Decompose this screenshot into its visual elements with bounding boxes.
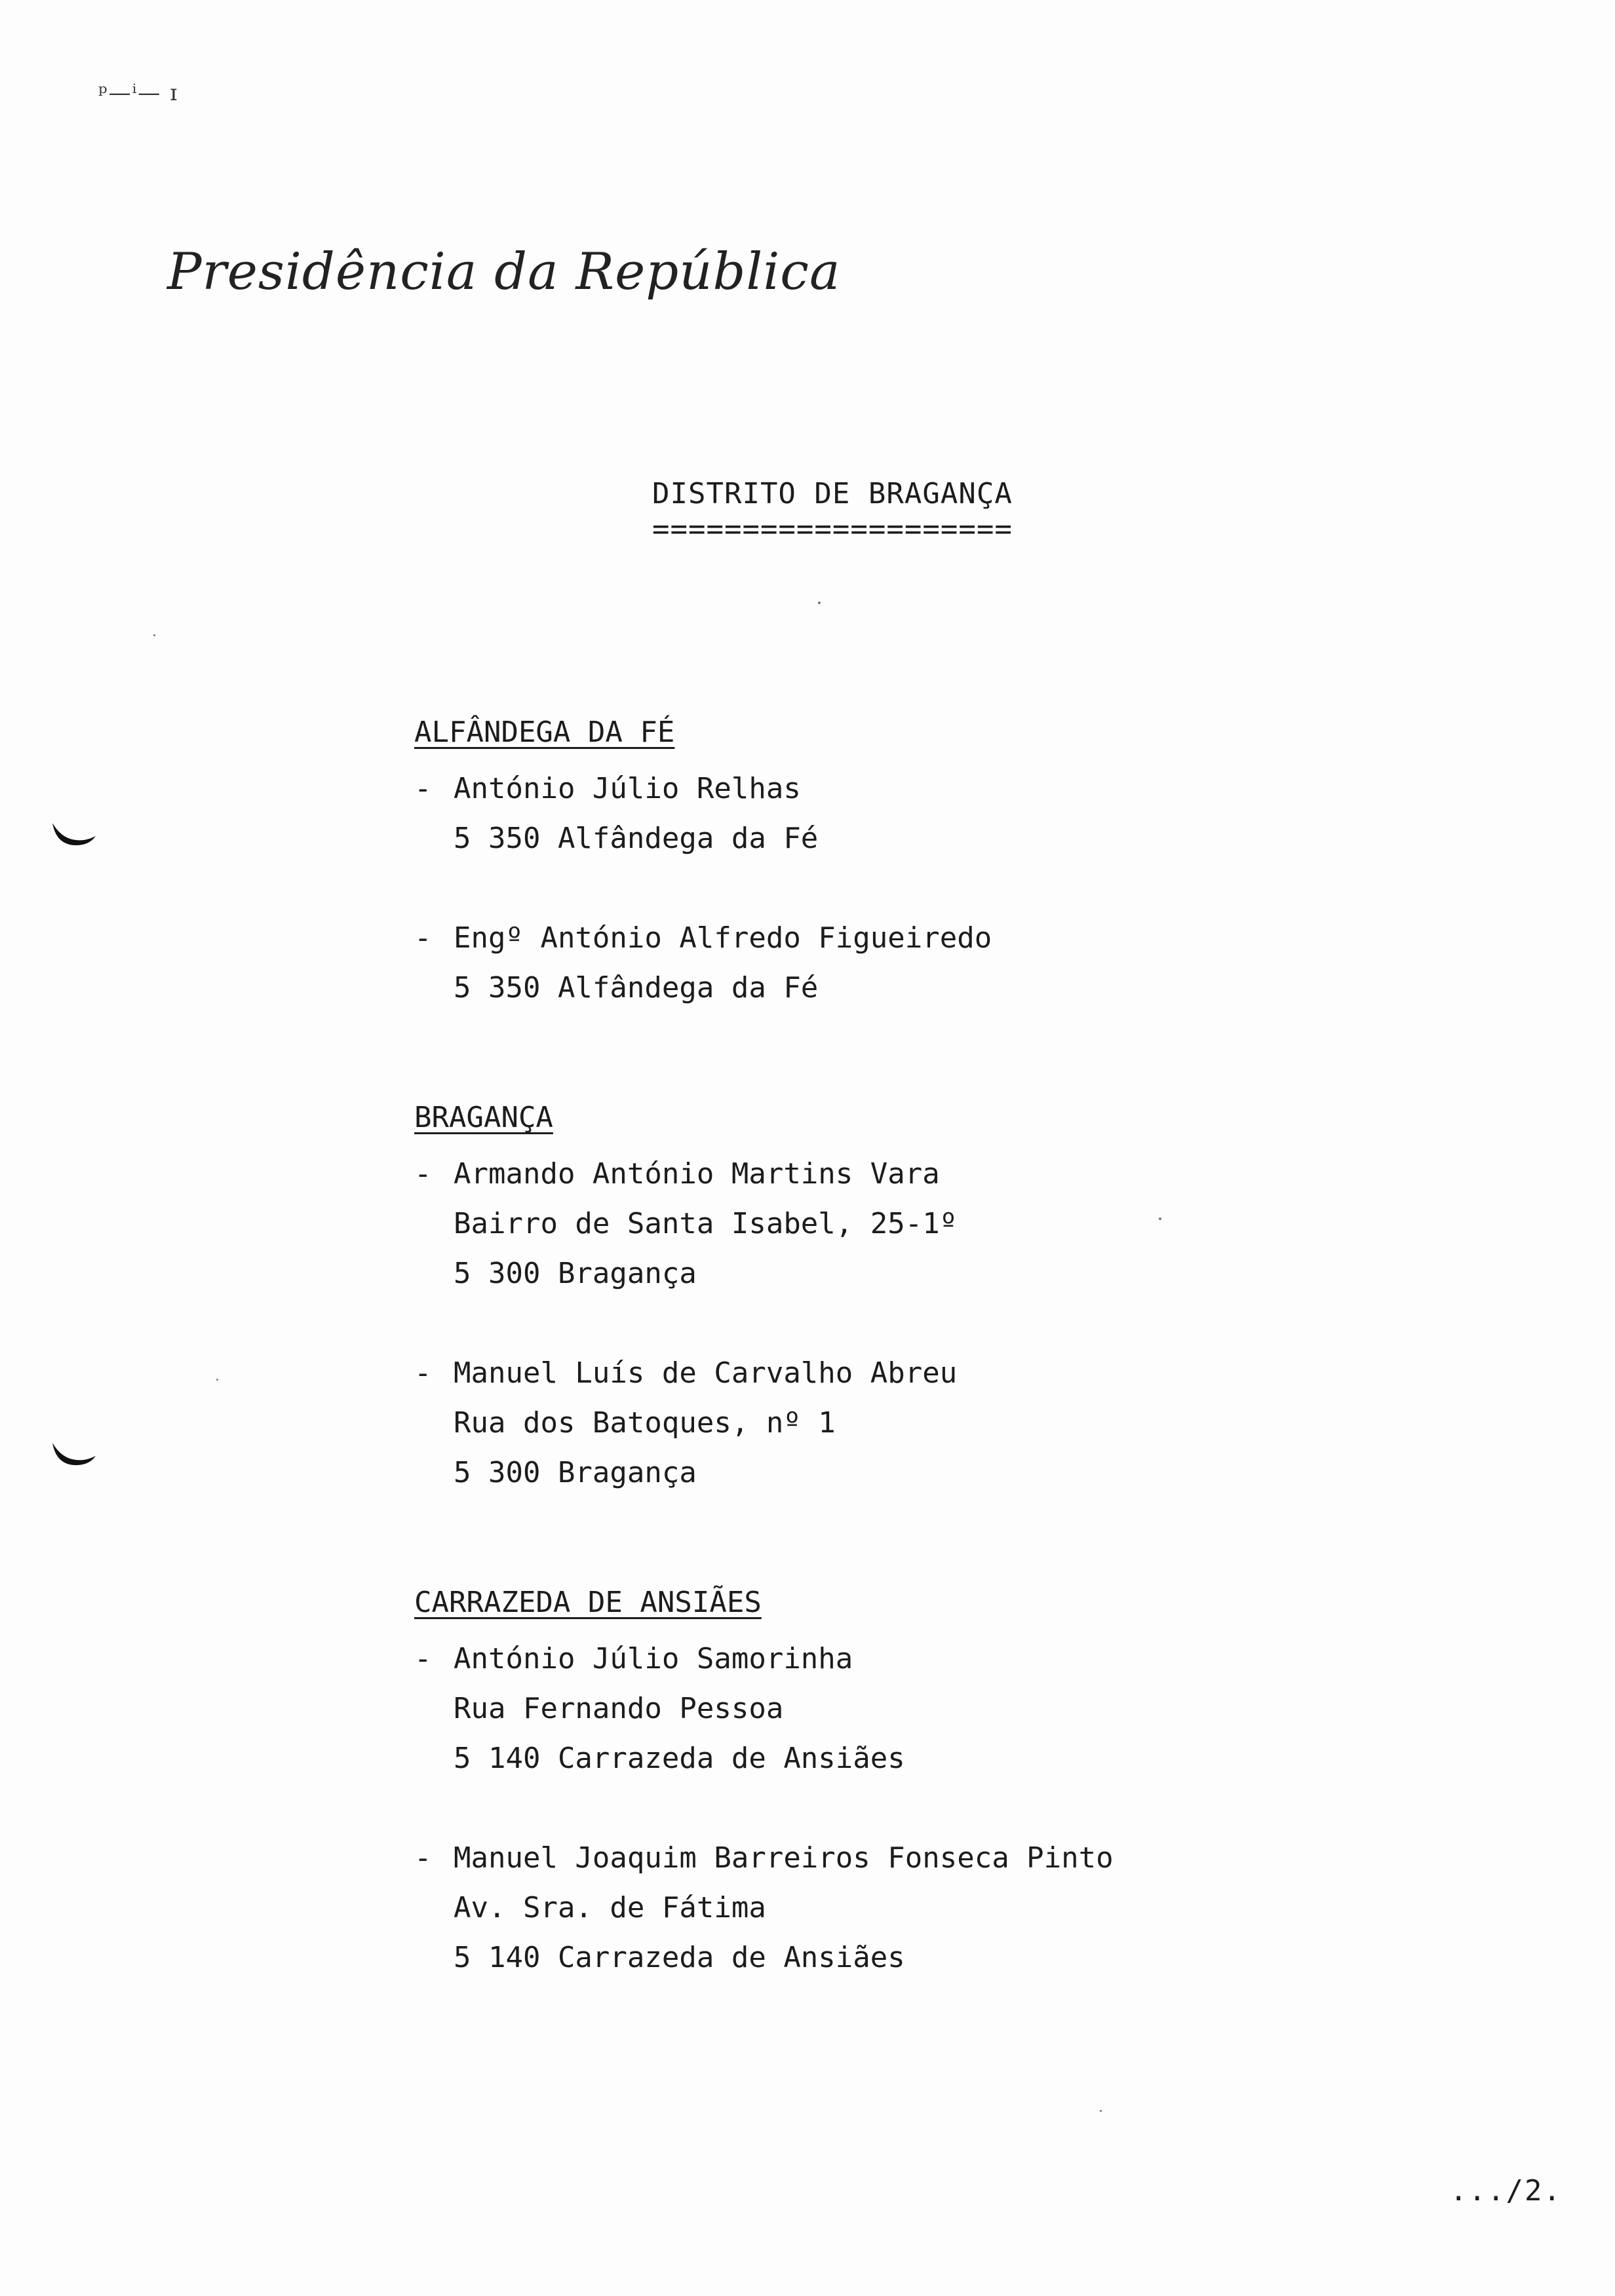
list-item: - António Júlio Relhas 5 350 Alfândega da Fé bbox=[414, 764, 1266, 864]
scan-speck bbox=[818, 602, 821, 604]
entry-name: António Júlio Relhas bbox=[454, 772, 801, 805]
page-continuation-marker: .../2. bbox=[1450, 2174, 1562, 2208]
entry-address: 5 350 Alfândega da Fé bbox=[454, 822, 819, 855]
entry-address: 5 140 Carrazeda de Ansiães bbox=[454, 1941, 905, 1974]
entry-address: 5 350 Alfândega da Fé bbox=[454, 971, 819, 1004]
scan-speck bbox=[1100, 2110, 1102, 2112]
section-title: CARRAZEDA DE ANSIÃES bbox=[414, 1586, 762, 1619]
corner-handwritten-mark: ᵖ—ⁱ— ɪ bbox=[98, 80, 179, 106]
section-carrazeda-de-ansiaes bbox=[414, 1578, 1266, 1983]
entry-address: 5 300 Bragança bbox=[454, 1257, 697, 1290]
entry-address: Av. Sra. de Fátima bbox=[454, 1891, 766, 1924]
binder-hole-icon bbox=[50, 819, 97, 848]
entry-address: Bairro de Santa Isabel, 25-1º bbox=[454, 1207, 958, 1240]
entry-name: Manuel Luís de Carvalho Abreu bbox=[454, 1356, 958, 1390]
district-title-rule: ==================== bbox=[652, 512, 1013, 546]
entry-name: Manuel Joaquim Barreiros Fonseca Pinto bbox=[454, 1841, 1114, 1875]
entry-address: 5 300 Bragança bbox=[454, 1456, 697, 1489]
section-alfandega-da-fe bbox=[414, 708, 1266, 1013]
scan-speck bbox=[216, 1379, 218, 1381]
scan-speck bbox=[1159, 1217, 1161, 1220]
entry-address: Rua dos Batoques, nº 1 bbox=[454, 1406, 836, 1440]
entry-name: Armando António Martins Vara bbox=[454, 1157, 940, 1191]
district-listing bbox=[414, 708, 1266, 2063]
entry-address: Rua Fernando Pessoa bbox=[454, 1692, 784, 1725]
binder-hole-icon bbox=[50, 1439, 97, 1468]
section-braganca bbox=[414, 1093, 1266, 1498]
list-item: - Armando António Martins Vara Bairro de Santa Isabel, 25-1º 5 300 Bragança bbox=[414, 1149, 1266, 1299]
scan-speck bbox=[153, 634, 155, 636]
entry-name: Engº António Alfredo Figueiredo bbox=[454, 921, 992, 955]
list-item: - Engº António Alfredo Figueiredo 5 350 Alfândega da Fé bbox=[414, 913, 1266, 1013]
letterhead-presidencia: Presidência da República bbox=[167, 242, 841, 301]
list-item: - António Júlio Samorinha Rua Fernando Pessoa 5 140 Carrazeda de Ansiães bbox=[414, 1634, 1266, 1784]
entry-address: 5 140 Carrazeda de Ansiães bbox=[454, 1742, 905, 1775]
list-item: - Manuel Joaquim Barreiros Fonseca Pinto Av. Sra. de Fátima 5 140 Carrazeda de Ansiães bbox=[414, 1833, 1266, 1983]
entry-name: António Júlio Samorinha bbox=[454, 1642, 853, 1675]
district-title: DISTRITO DE BRAGANÇA bbox=[652, 477, 1013, 510]
section-title: BRAGANÇA bbox=[414, 1101, 553, 1134]
section-title: ALFÂNDEGA DA FÉ bbox=[414, 716, 675, 749]
list-item: - Manuel Luís de Carvalho Abreu Rua dos Batoques, nº 1 5 300 Bragança bbox=[414, 1349, 1266, 1498]
